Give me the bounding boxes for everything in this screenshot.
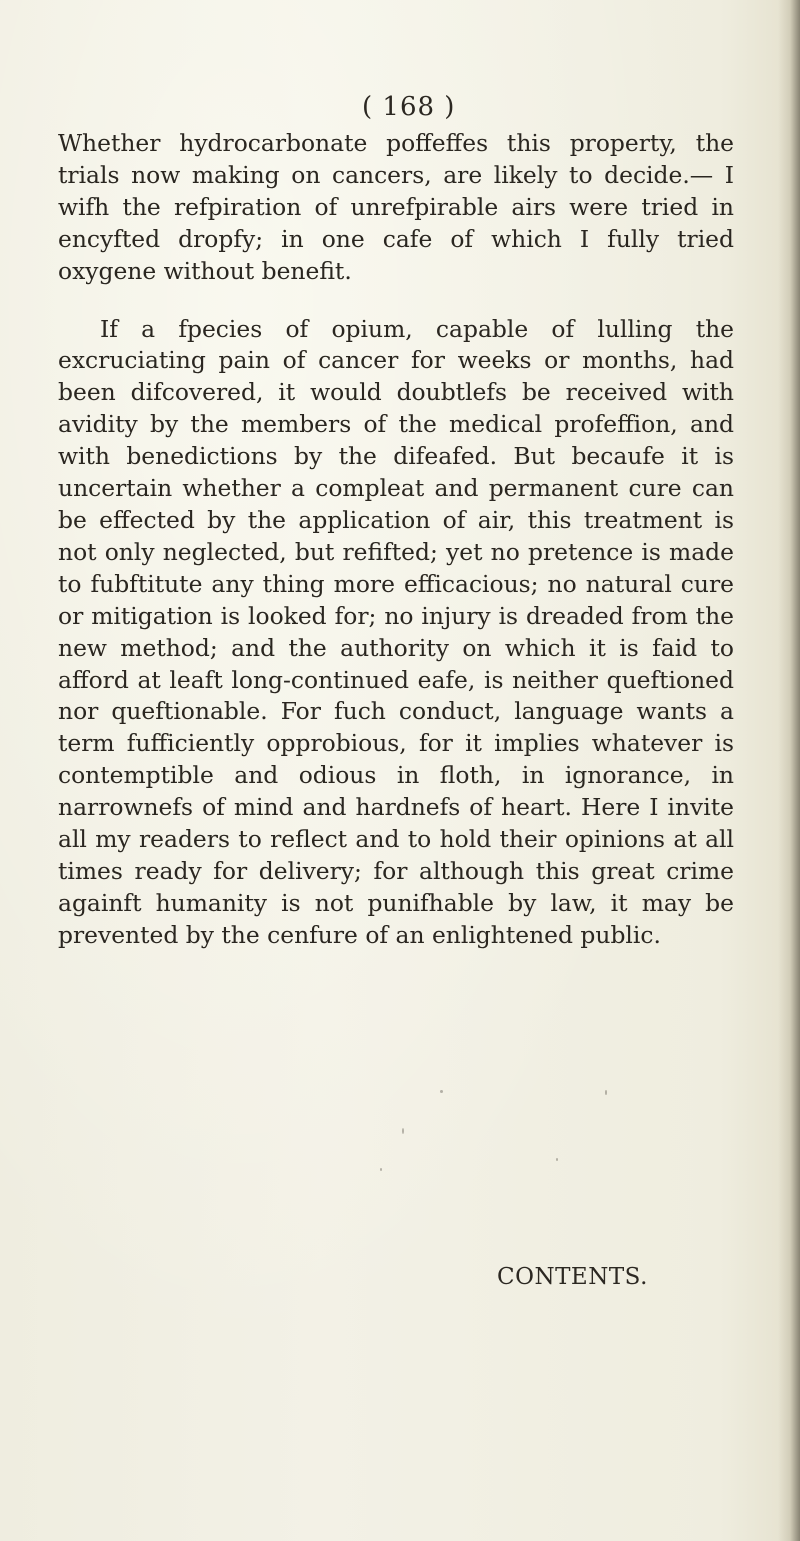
body-text [58, 128, 734, 952]
ink-speck [402, 1128, 404, 1134]
page-number: ( 168 ) [362, 92, 456, 122]
ink-speck [605, 1090, 607, 1095]
ink-speck [556, 1158, 558, 1161]
page-edge-shadow [778, 0, 800, 1541]
ink-speck [440, 1090, 443, 1093]
ink-speck [380, 1168, 382, 1171]
catchword: CONTENTS. [497, 1264, 648, 1290]
paragraph: If a fpecies of opium, capable of lulling the excruciating pain of cancer for weeks or months, had been difcovered, it would doubtlefs be received with avidity by the members of the medical profeffion, and with benedictions by the difeafed. But becaufe it is uncertain whether a compleat and permanent cure can be effected by the application of air, this treatment is not only neglected, but refifted; yet no pretence is made to fubftitute any thing more efficacious; no natural cure or mitigation is looked for; no injury is dreaded from the new method; and the authority on which it is faid to afford at leaft long-continued eafe, is neither queftioned nor queftionable. For fuch conduct, language wants a term fufficiently opprobious, for it implies whatever is contemptible and odious in floth, in ignorance, in narrownefs of mind and hardnefs of heart. Here I invite all my readers to reflect and to hold their opinions at all times ready for delivery; for although this great crime againft humanity is not punifhable by law, it may be prevented by the cenfure of an enlightened public. [58, 314, 734, 949]
paragraph: Whether hydrocarbonate poffeffes this property, the trials now making on cancers, are likely to decide.— I wifh the refpiration of unrefpirable airs were tried in encyfted dropfy; in one cafe of which I fully tried oxygene without benefit. [58, 129, 734, 285]
